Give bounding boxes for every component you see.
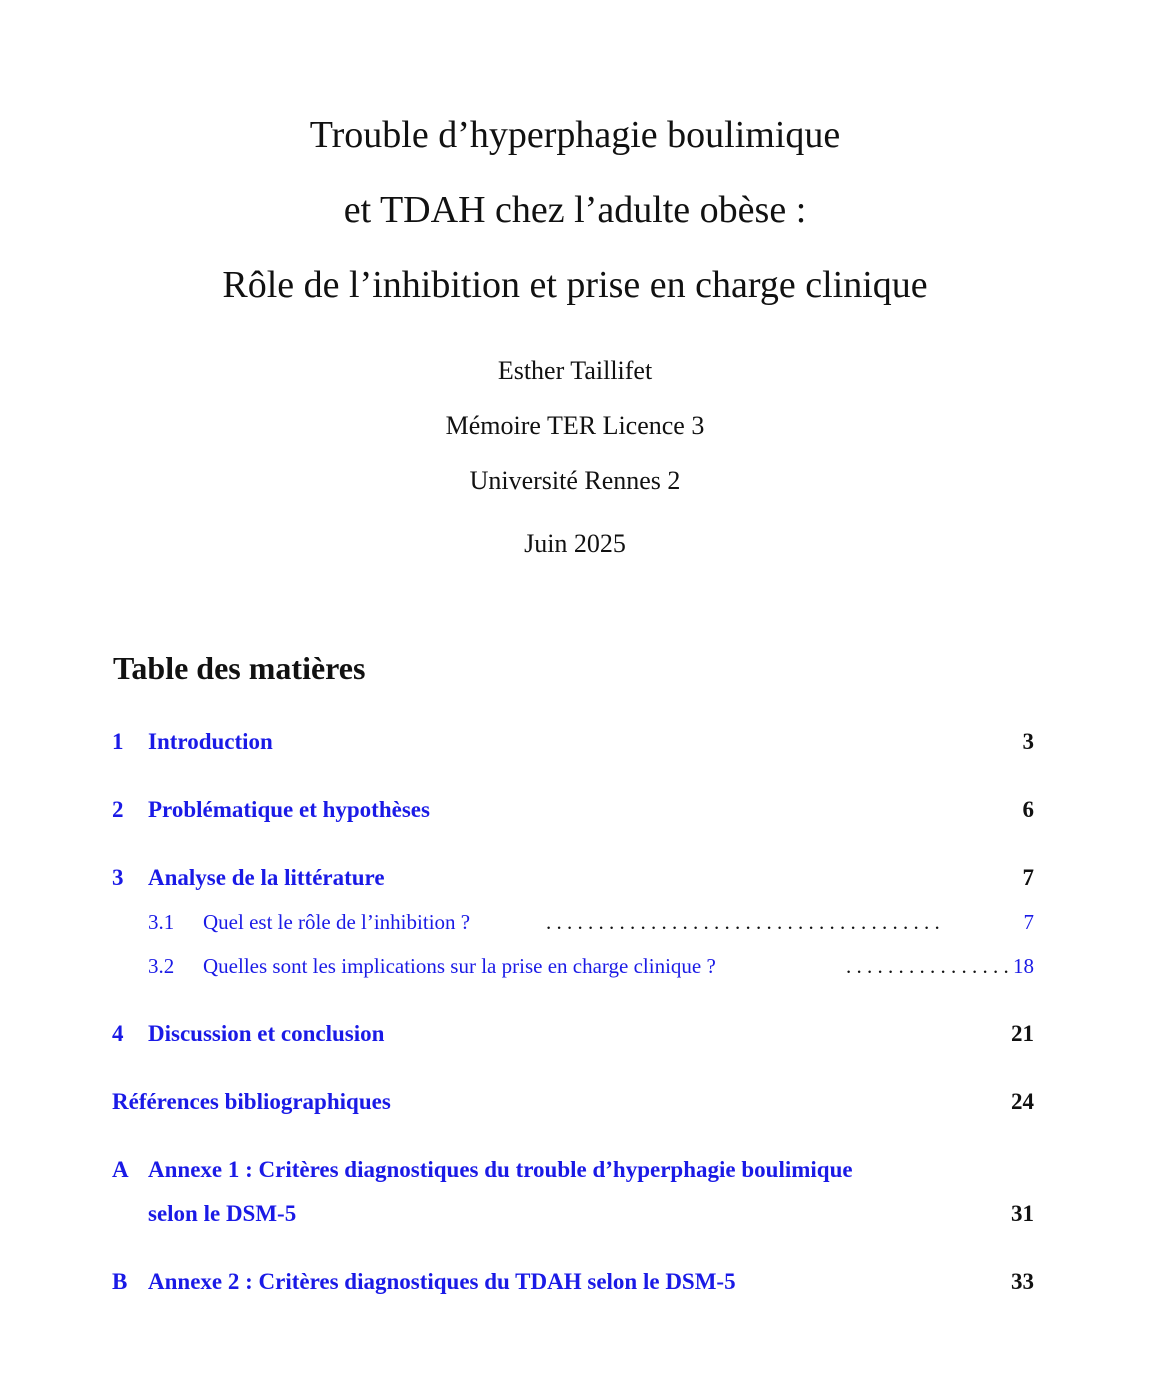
toc-leader-dots: . . . . . . . . . . . . . . . . . . . . . . . . . . . . . . . . . . . . . . [546, 910, 940, 934]
document-title [0, 98, 1150, 323]
toc-entry-page: 6 [1022, 797, 1034, 822]
toc-entry-page: 21 [1011, 1021, 1034, 1046]
toc-entry-analyse[interactable] [112, 865, 1034, 899]
title-line-3: Rôle de l’inhibition et prise en charge clinique [222, 264, 928, 306]
toc-entry-page: 18 [1013, 954, 1034, 978]
toc-entry-label[interactable]: Analyse de la littérature [148, 865, 385, 890]
toc-entry-implications[interactable] [112, 954, 1034, 988]
toc-entry-label[interactable]: Discussion et conclusion [148, 1021, 385, 1046]
toc-entry-number: 3.2 [148, 954, 175, 978]
toc-entry-discussion[interactable] [112, 1021, 1034, 1055]
toc-entry-number: 1 [112, 729, 124, 754]
toc-entry-number: A [112, 1157, 129, 1182]
toc-entry-introduction[interactable] [112, 729, 1034, 763]
toc-entry-label[interactable]: Annexe 2 : Critères diagnostiques du TDAH selon le DSM-5 [148, 1269, 736, 1294]
toc-entry-references[interactable] [112, 1089, 1034, 1123]
toc-entry-inhibition[interactable] [112, 910, 1034, 944]
toc-entry-annexe-2[interactable] [112, 1269, 1034, 1303]
toc-entry-page: 33 [1011, 1269, 1034, 1294]
toc-entry-page: 7 [1023, 910, 1034, 934]
date-line: Juin 2025 [524, 529, 626, 558]
toc-entry-number: 2 [112, 797, 124, 822]
toc-entry-page: 24 [1011, 1089, 1034, 1114]
author-name: Esther Taillifet [497, 356, 653, 385]
toc-entry-problematique[interactable] [112, 797, 1034, 831]
toc-entry-number: 3.1 [148, 910, 175, 934]
toc-leader-dots: . . . . . . . . . . . . . . . . [846, 954, 1009, 978]
title-line-2: et TDAH chez l’adulte obèse : [343, 189, 807, 231]
toc-entry-label-line-1[interactable]: Annexe 1 : Critères diagnostiques du trouble d’hyperphagie boulimique [148, 1157, 853, 1182]
university-line: Université Rennes 2 [469, 466, 681, 495]
toc-entry-page: 31 [1011, 1201, 1034, 1226]
toc-entry-label-line-2[interactable]: selon le DSM-5 [148, 1201, 297, 1226]
toc-entry-label[interactable]: Références bibliographiques [112, 1089, 391, 1114]
title-line-1: Trouble d’hyperphagie boulimique [309, 114, 841, 156]
toc-entry-number: B [112, 1269, 128, 1294]
toc-entry-label[interactable]: Introduction [148, 729, 273, 754]
toc-entry-number: 3 [112, 865, 124, 890]
toc-entry-page: 7 [1022, 865, 1034, 890]
degree-line: Mémoire TER Licence 3 [445, 411, 705, 440]
toc-entry-annexe-1[interactable] [112, 1157, 1034, 1235]
toc-entry-label[interactable]: Problématique et hypothèses [148, 797, 430, 822]
toc-entry-page: 3 [1022, 729, 1034, 754]
toc-heading: Table des matières [113, 650, 366, 686]
toc-entry-number: 4 [112, 1021, 124, 1046]
toc-entry-label[interactable]: Quelles sont les implications sur la prise en charge clinique ? [203, 954, 716, 978]
toc-entry-label[interactable]: Quel est le rôle de l’inhibition ? [203, 910, 471, 934]
